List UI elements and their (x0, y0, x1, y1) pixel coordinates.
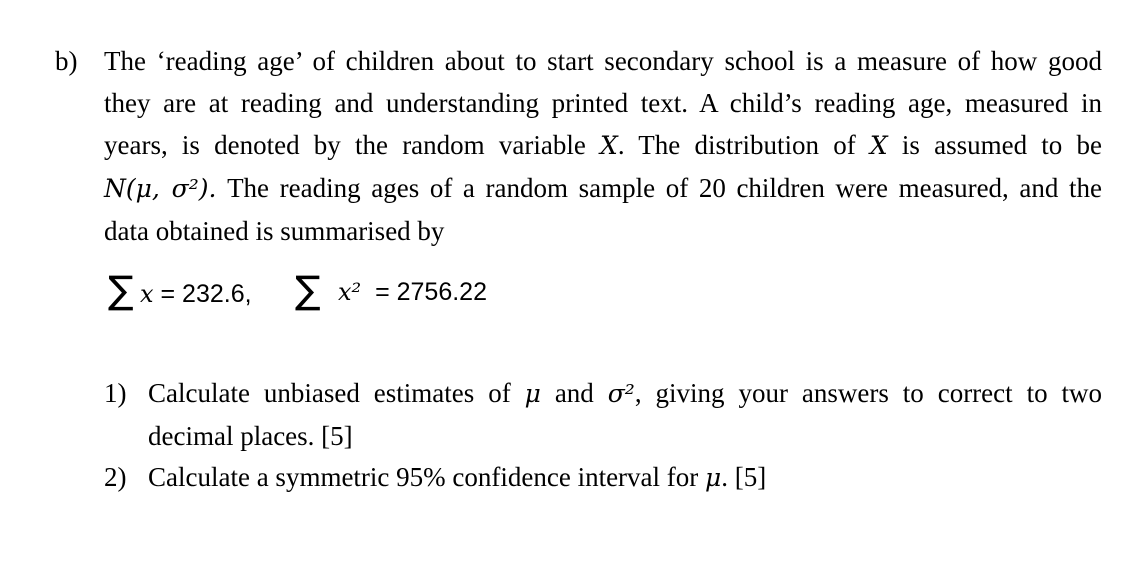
mu-symbol: μ (524, 379, 541, 408)
question-line-3: years, is denoted by the random variable X. The distribution of X is assumed to be (104, 130, 1102, 160)
part-2-number: 2) (104, 462, 127, 492)
part-2-text: Calculate a symmetric 95% confidence interval for μ. [5] (148, 462, 767, 492)
sigma-squared-symbol: σ² (607, 379, 635, 408)
sum-x2: x² = 2756.22 (338, 278, 487, 306)
question-text (104, 40, 1102, 252)
question-line-2: they are at reading and understanding printed text. A child’s reading age, measured in (104, 88, 1102, 118)
part-1-number: 1) (104, 378, 127, 408)
var-X-2: X (869, 131, 888, 160)
question-line-4: N(μ, σ²). The reading ages of a random sample of 20 children were measured, and the (104, 173, 1103, 203)
question-label: b) (55, 46, 78, 76)
distribution: N(μ, σ²). (104, 174, 217, 203)
question-line-5: data obtained is summarised by (104, 216, 445, 246)
part-1-text: Calculate unbiased estimates of μ and σ², giving your answers to correct to two decimal places. [5] (148, 378, 1103, 451)
var-X: X (600, 131, 618, 160)
question-line-1: The ‘reading age’ of children about to start secondary school is a measure of how good (104, 46, 1102, 76)
sum-symbol: ∑ (108, 268, 134, 312)
sum-symbol-2: ∑ (295, 268, 321, 312)
sum-x: x = 232.6, (140, 280, 252, 308)
mu-symbol-2: μ (705, 463, 722, 492)
